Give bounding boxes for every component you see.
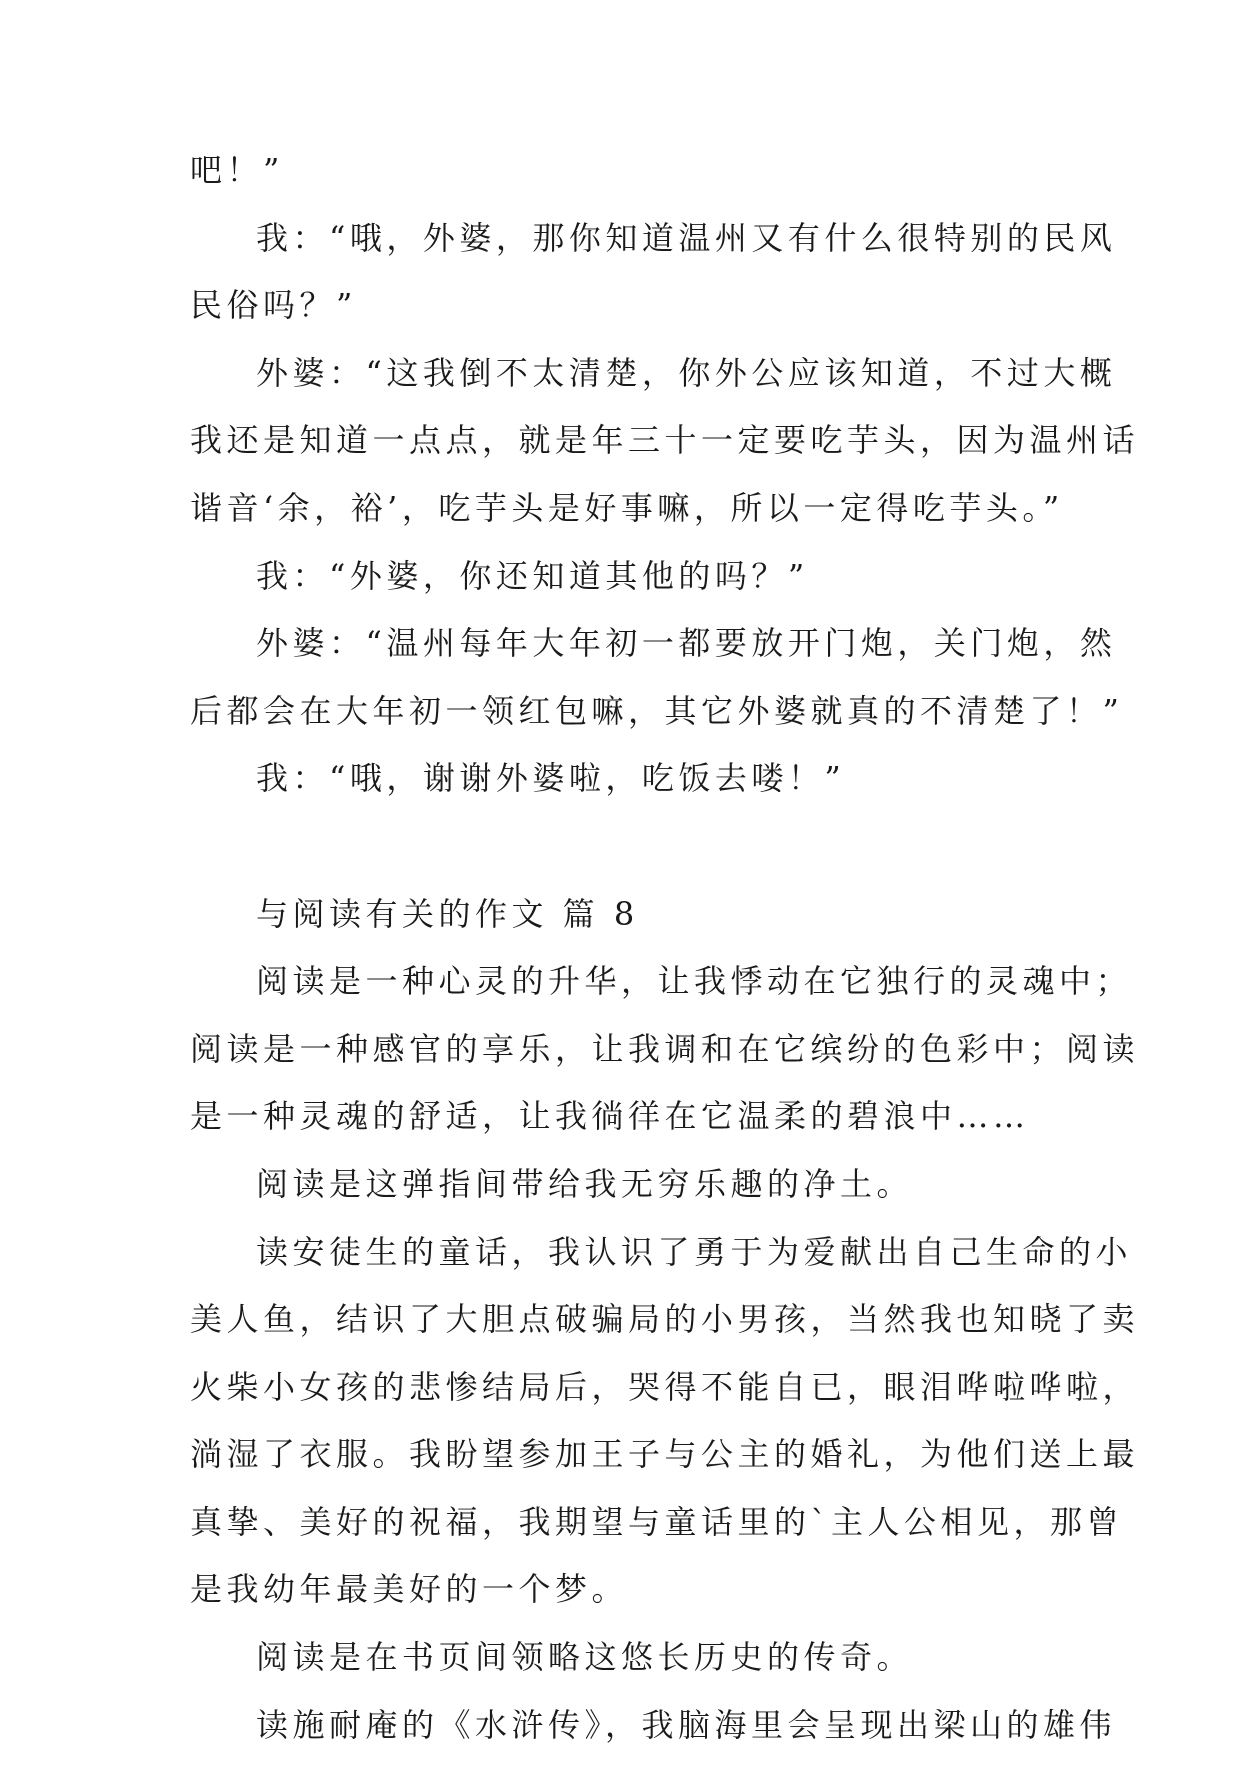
text-line: 阅读是一种感官的享乐，让我调和在它缤纷的色彩中；阅读 bbox=[190, 1029, 1140, 1068]
text-line: 我：“哦，谢谢外婆啦，吃饭去喽！” bbox=[256, 759, 846, 798]
text-line: 外婆：“这我倒不太清楚，你外公应该知道，不过大概 bbox=[256, 353, 1117, 392]
text-line: 吧！” bbox=[190, 151, 284, 189]
text-line: 是我幼年最美好的一个梦。 bbox=[190, 1570, 629, 1609]
document-page bbox=[190, 150, 1140, 1772]
text-line: 外婆：“温州每年大年初一都要放开门炮，关门炮，然 bbox=[256, 624, 1117, 663]
text-line: 谐音‘余，裕’，吃芋头是好事嘛，所以一定得吃芋头。” bbox=[190, 488, 1064, 527]
section-heading: 与阅读有关的作文 篇 8 bbox=[256, 894, 639, 933]
text-line: 我：“哦，外婆，那你知道温州又有什么很特别的民风 bbox=[256, 218, 1117, 257]
text-line: 火柴小女孩的悲惨结局后，哭得不能自已，眼泪哗啦哗啦， bbox=[190, 1367, 1140, 1406]
text-line: 阅读是这弹指间带给我无穷乐趣的净土。 bbox=[256, 1164, 914, 1203]
text-line: 淌湿了衣服。我盼望参加王子与公主的婚礼，为他们送上最 bbox=[190, 1435, 1140, 1474]
text-line: 是一种灵魂的舒适，让我徜徉在它温柔的碧浪中…… bbox=[190, 1097, 1030, 1136]
text-line: 我：“外婆，你还知道其他的吗？” bbox=[256, 556, 809, 595]
text-line: 后都会在大年初一领红包嘛，其它外婆就真的不清楚了！” bbox=[190, 691, 1124, 730]
text-line: 阅读是在书页间领略这悠长历史的传奇。 bbox=[256, 1638, 914, 1677]
blank-line bbox=[190, 826, 1050, 866]
text-line: 美人鱼，结识了大胆点破骗局的小男孩，当然我也知晓了卖 bbox=[190, 1300, 1140, 1339]
text-line: 真挚、美好的祝福，我期望与童话里的`主人公相见，那曾 bbox=[190, 1502, 1124, 1541]
text-line: 读施耐庵的《水浒传》，我脑海里会呈现出梁山的雄伟 bbox=[256, 1705, 1117, 1744]
text-line: 我还是知道一点点，就是年三十一定要吃芋头，因为温州话 bbox=[190, 421, 1140, 460]
text-line: 阅读是一种心灵的升华，让我悸动在它独行的灵魂中； bbox=[256, 962, 1133, 1001]
text-line: 民俗吗？” bbox=[190, 286, 357, 325]
text-line: 读安徒生的童话，我认识了勇于为爱献出自己生命的小 bbox=[256, 1232, 1133, 1271]
